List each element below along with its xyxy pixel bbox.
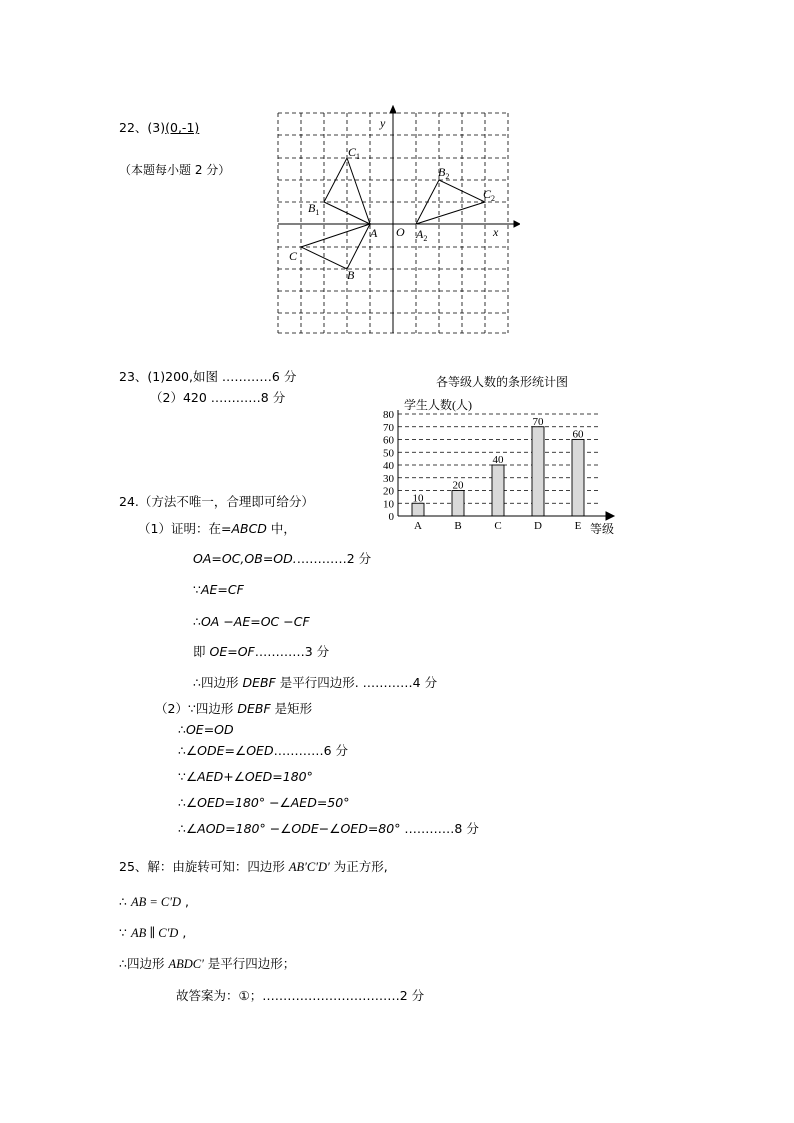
label-c2-sub: 2 bbox=[491, 194, 496, 203]
chart-value-label: 60 bbox=[572, 428, 584, 441]
chart-bar-b bbox=[452, 491, 464, 517]
q23-line2: （2）420 …………8 分 bbox=[150, 390, 286, 405]
chart-xtick-label: B bbox=[454, 520, 462, 532]
svg-text:C1 bbox=[348, 145, 360, 161]
chart-xtick-label: E bbox=[574, 520, 582, 532]
q22-note: （本题每小题 2 分） bbox=[119, 163, 231, 177]
chart-ytick-label: 50 bbox=[383, 447, 394, 460]
q25-line5: 故答案为：①；……………………………2 分 bbox=[176, 988, 425, 1003]
chart-xtick-label: A bbox=[414, 520, 422, 532]
label-c: C bbox=[289, 249, 298, 263]
q25-line2: ∴ AB = C′D , bbox=[119, 894, 189, 909]
label-b: B bbox=[347, 268, 355, 282]
chart-ytick-label: 0 bbox=[388, 511, 394, 523]
q25-line4: ∴四边形 ABDC′ 是平行四边形； bbox=[119, 956, 296, 971]
q24-line1: OA=OC,OB=OD.…………2 分 bbox=[193, 551, 372, 566]
svg-text:C2 bbox=[483, 187, 495, 203]
chart-value-label: 40 bbox=[492, 454, 504, 466]
q24-line3: ∴OA −AE=OC −CF bbox=[193, 614, 310, 629]
coordinate-grid-figure bbox=[270, 105, 520, 340]
label-b2: B bbox=[438, 165, 446, 179]
label-c1: C bbox=[348, 145, 357, 159]
q22-head: 22、(3)(0,-1) bbox=[119, 120, 200, 135]
chart-ytick-label: 20 bbox=[383, 485, 394, 498]
q24-line4: 即 OE=OF…………3 分 bbox=[193, 644, 330, 659]
chart-bar-c bbox=[492, 465, 504, 516]
q23-line1: 23、(1)200,如图 …………6 分 bbox=[119, 369, 297, 384]
triangle-abc bbox=[301, 224, 370, 269]
label-o: O bbox=[396, 225, 405, 239]
q24-part1-head: （1）证明：在=ABCD 中， bbox=[138, 521, 296, 536]
q25-line3: ∵ AB ∥ C′D , bbox=[119, 925, 187, 940]
label-y: y bbox=[380, 116, 386, 130]
q24-head: 24.（方法不唯一，合理即可给分） bbox=[119, 494, 314, 509]
q24-line2: ∵AE=CF bbox=[193, 582, 244, 597]
chart-xtick-label: C bbox=[494, 520, 502, 532]
svg-text:B2 bbox=[438, 165, 449, 181]
q24-m5: ∴∠AOD=180° −∠ODE−∠OED=80° …………8 分 bbox=[178, 821, 479, 836]
q24-m4: ∴∠OED=180° −∠AED=50° bbox=[178, 795, 350, 810]
q24-m2: ∴∠ODE=∠OED…………6 分 bbox=[178, 743, 349, 758]
svg-text:A2 bbox=[415, 227, 427, 243]
chart-ytick-label: 10 bbox=[383, 498, 394, 511]
chart-value-label: 20 bbox=[452, 479, 464, 492]
label-b1: B bbox=[308, 201, 316, 215]
chart-value-label: 10 bbox=[412, 492, 424, 505]
label-x: x bbox=[493, 225, 499, 239]
chart-ytick-label: 40 bbox=[383, 460, 394, 472]
label-a: A bbox=[370, 226, 378, 240]
label-c2: C bbox=[483, 187, 492, 201]
chart-xlabel: 等级 bbox=[590, 522, 615, 536]
q24-part2-head: （2）∵四边形 DEBF 是矩形 bbox=[155, 701, 313, 716]
label-b2-sub: 2 bbox=[445, 172, 450, 181]
q24-line5: ∴四边形 DEBF 是平行四边形. …………4 分 bbox=[193, 675, 438, 690]
chart-ylabel: 学生人数(人) bbox=[404, 398, 472, 412]
chart-x-arrow bbox=[606, 512, 614, 520]
chart-title: 各等级人数的条形统计图 bbox=[435, 375, 569, 389]
label-c1-sub: 1 bbox=[356, 152, 361, 161]
q24-m1: ∴OE=OD bbox=[178, 722, 234, 737]
label-a2-sub: 2 bbox=[423, 234, 428, 243]
label-b1-sub: 1 bbox=[315, 208, 320, 217]
chart-ytick-label: 80 bbox=[383, 409, 394, 421]
q22-answer: (0,-1) bbox=[165, 120, 200, 135]
label-a2: A bbox=[416, 227, 424, 241]
chart-ytick-label: 70 bbox=[383, 421, 394, 434]
chart-ytick-label: 30 bbox=[383, 472, 394, 485]
chart-value-label: 70 bbox=[532, 415, 544, 428]
chart-xtick-label: D bbox=[534, 520, 542, 532]
chart-bar-a bbox=[412, 503, 424, 516]
chart-ytick-label: 60 bbox=[383, 434, 394, 447]
svg-text:B1 bbox=[308, 201, 319, 217]
axes bbox=[278, 106, 520, 333]
chart-bar-e bbox=[572, 440, 584, 517]
chart-bar-d bbox=[532, 427, 544, 516]
bar-chart bbox=[362, 370, 632, 538]
q25-line1: 25、解：由旋转可知：四边形 AB′C′D′ 为正方形, bbox=[119, 859, 388, 874]
q24-m3: ∵∠AED+∠OED=180° bbox=[178, 769, 313, 784]
